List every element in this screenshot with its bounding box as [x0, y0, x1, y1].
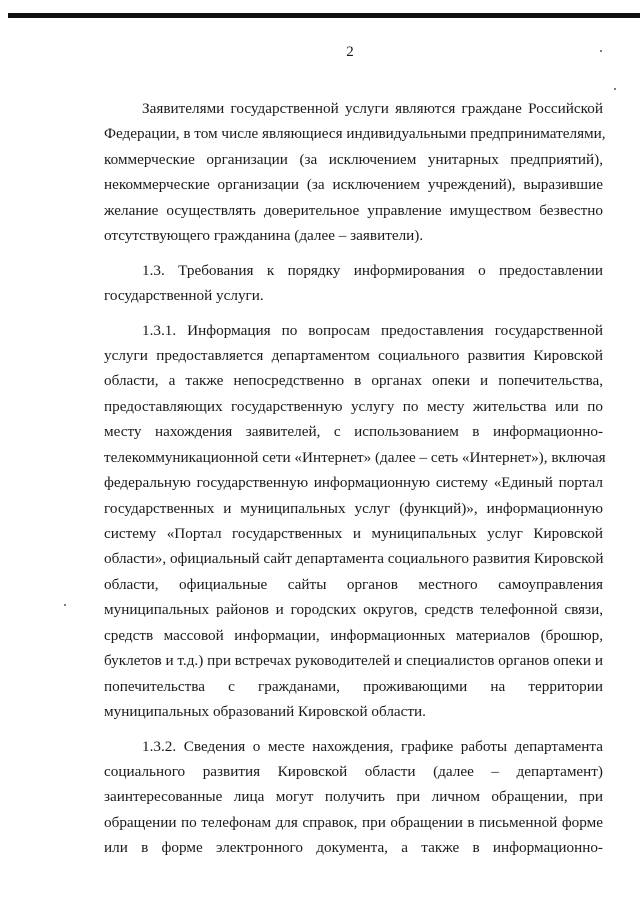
text-line: предоставляющих государственную услугу по месту жительства или по: [104, 397, 603, 415]
text-line: Федерации, в том числе являющиеся индивидуальными предпринимателями,: [104, 125, 606, 143]
text-line: области, официальные сайты органов местного самоуправления: [104, 575, 603, 593]
text-line: государственной услуги.: [104, 287, 264, 305]
paragraph-section-1-3: [104, 258, 603, 309]
text-line: буклетов и т.д.) при встречах руководителей и специалистов органов опеки и: [104, 652, 603, 670]
text-line: Заявителями государственной услуги являются граждане Российской: [142, 100, 603, 117]
text-line: муниципальных районов и городских округов, средств телефонной связи,: [104, 601, 603, 619]
text-line: систему «Портал государственных и муниципальных услуг Кировской: [104, 525, 603, 542]
text-line: услуги предоставляется департаментом социального развития Кировской: [104, 346, 603, 364]
scan-speck: [614, 88, 616, 90]
text-line: коммерческие организации (за исключением унитарных предприятий),: [104, 150, 603, 168]
text-line: области, а также непосредственно в органах опеки и попечительства,: [104, 372, 603, 390]
header-rule: [8, 13, 640, 18]
text-line: муниципальных образований Кировской области.: [104, 703, 426, 721]
text-line: 1.3. Требования к порядку информирования о предоставлении: [142, 261, 603, 279]
page-number: 2: [346, 44, 354, 60]
paragraph-section-1-3-1: [104, 318, 606, 725]
text-line: обращении по телефонам для справок, при обращении в письменной форме: [104, 813, 603, 831]
text-line: отсутствующего гражданина (далее – заявители).: [104, 227, 424, 245]
text-line: некоммерческие организации (за исключением учреждений), выразившие: [104, 176, 603, 194]
text-line: государственных и муниципальных услуг (функций)», информационную: [104, 499, 603, 517]
text-line: или в форме электронного документа, а также в информационно-: [104, 839, 603, 857]
text-line: месту нахождения заявителей, с использованием в информационно-: [104, 423, 603, 441]
text-line: средств массовой информации, информационных материалов (брошюр,: [104, 626, 603, 644]
text-line: 1.3.1. Информация по вопросам предоставления государственной: [142, 321, 603, 339]
text-line: заинтересованные лица могут получить при личном обращении, при: [104, 788, 603, 806]
text-line: телекоммуникационной сети «Интернет» (далее – сеть «Интернет»), включая: [104, 448, 606, 466]
text-line: социального развития Кировской области (далее – департамент): [104, 762, 603, 780]
text-line: желание осуществлять доверительное управление имуществом безвестно: [104, 201, 603, 219]
text-line: попечительства с гражданами, проживающими на территории: [104, 677, 603, 695]
scan-speck: [600, 50, 602, 52]
document-body: [104, 96, 606, 861]
text-line: области», официальный сайт департамента социального развития Кировской: [104, 550, 604, 568]
scan-speck: [64, 604, 66, 606]
paragraph-applicants: [104, 96, 606, 249]
paragraph-section-1-3-2: [104, 734, 603, 861]
text-line: федеральную государственную информационную систему «Единый портал: [104, 474, 603, 492]
text-line: 1.3.2. Сведения о месте нахождения, графике работы департамента: [142, 737, 603, 755]
